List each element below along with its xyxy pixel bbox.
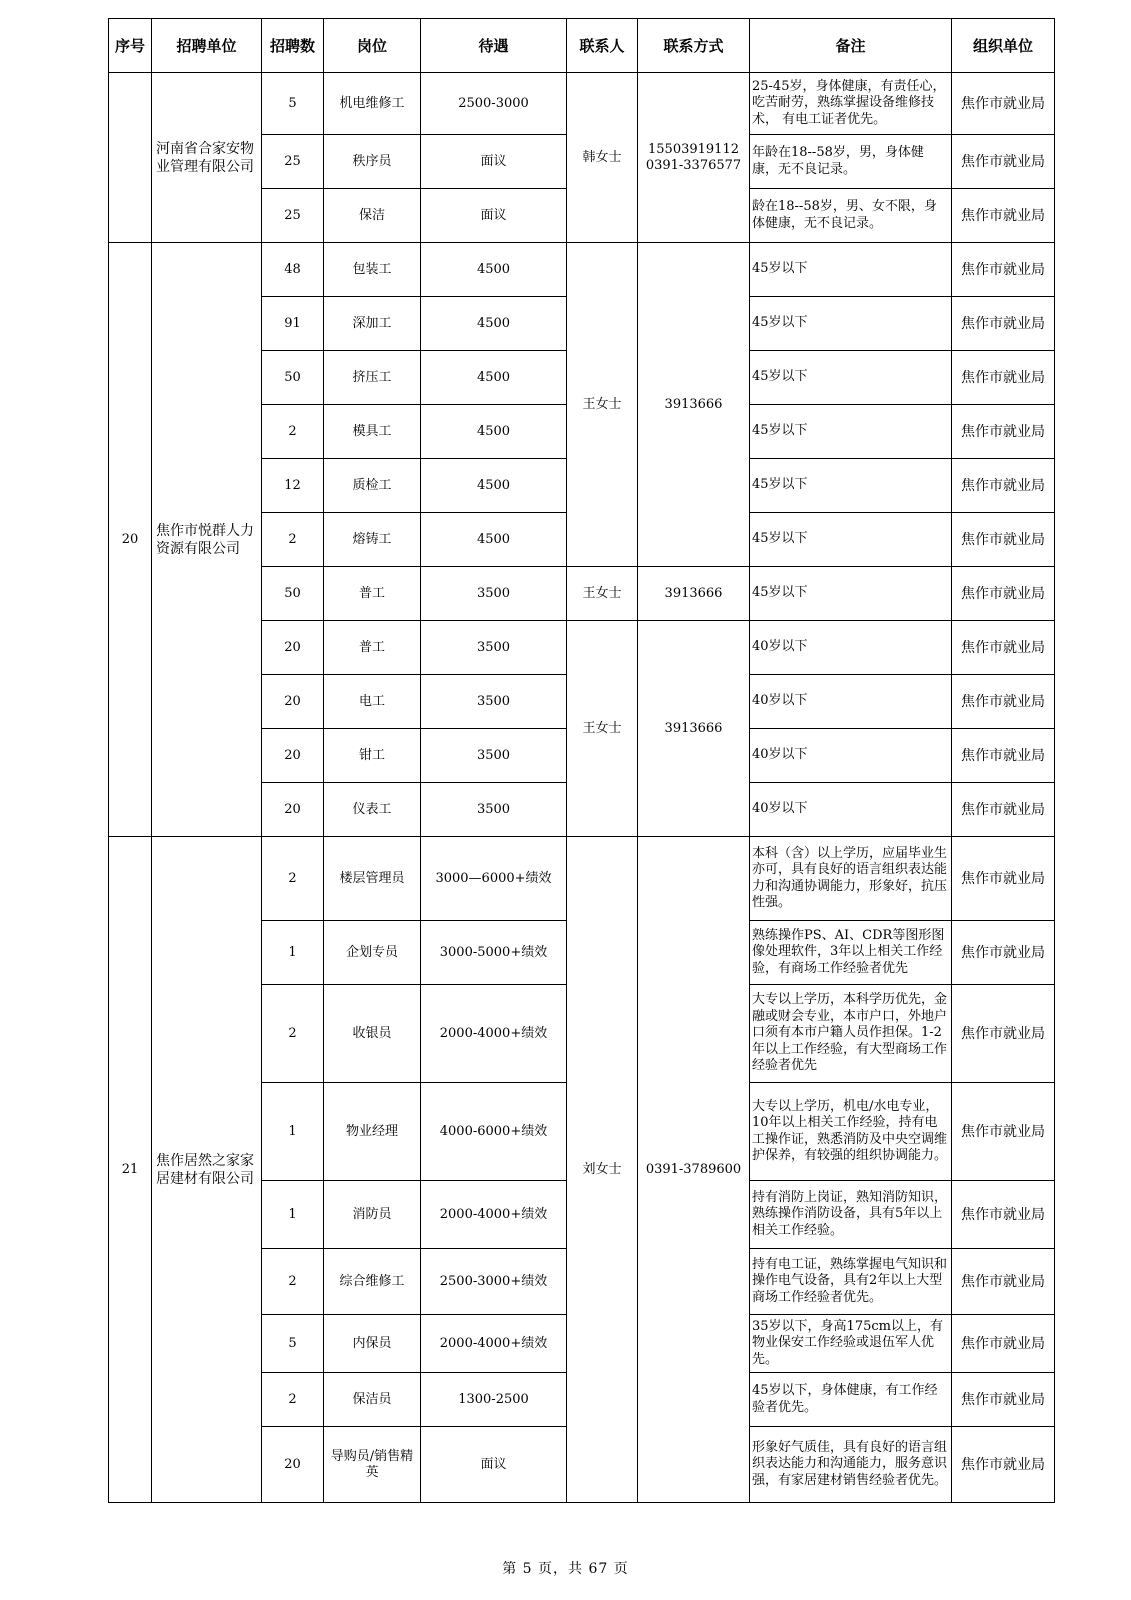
count-cell: 2 — [262, 513, 324, 567]
note-cell: 大专以上学历，本科学历优先，金融或财会专业，本市户口，外地户口须有本市户籍人员作担保。1-2年以上工作经验，有大型商场工作经验者优先 — [750, 985, 952, 1083]
header-row — [109, 19, 1055, 73]
position-cell: 电工 — [324, 675, 421, 729]
phone-cell: 3913666 — [638, 621, 750, 837]
salary-cell: 3500 — [421, 783, 567, 837]
org-cell: 焦作市就业局 — [952, 1373, 1055, 1427]
header-seq: 序号 — [109, 19, 152, 73]
company-cell: 河南省合家安物业管理有限公司 — [152, 73, 262, 243]
count-cell: 20 — [262, 621, 324, 675]
salary-cell: 4500 — [421, 351, 567, 405]
note-cell: 形象好气质佳，具有良好的语言组织表达能力和沟通能力，服务意识强，有家居建材销售经验者优先。 — [750, 1427, 952, 1503]
seq-cell: 21 — [109, 837, 152, 1503]
count-cell: 1 — [262, 921, 324, 985]
note-cell: 40岁以下 — [750, 729, 952, 783]
note-cell: 本科（含）以上学历，应届毕业生亦可，具有良好的语言组织表达能力和沟通协调能力，形象好，抗压性强。 — [750, 837, 952, 921]
page-footer: 第 5 页，共 67 页 — [502, 1561, 629, 1577]
org-cell: 焦作市就业局 — [952, 1249, 1055, 1315]
note-cell: 40岁以下 — [750, 783, 952, 837]
count-cell: 2 — [262, 405, 324, 459]
note-cell: 45岁以下 — [750, 405, 952, 459]
position-cell: 熔铸工 — [324, 513, 421, 567]
count-cell: 48 — [262, 243, 324, 297]
position-cell: 收银员 — [324, 985, 421, 1083]
header-phone: 联系方式 — [638, 19, 750, 73]
note-cell: 45岁以下 — [750, 513, 952, 567]
salary-cell: 2000-4000+绩效 — [421, 985, 567, 1083]
salary-cell: 面议 — [421, 135, 567, 189]
org-cell: 焦作市就业局 — [952, 405, 1055, 459]
count-cell: 50 — [262, 567, 324, 621]
count-cell: 1 — [262, 1181, 324, 1249]
note-cell: 龄在18--58岁，男、女不限，身体健康，无不良记录。 — [750, 189, 952, 243]
count-cell: 2 — [262, 985, 324, 1083]
header-contact: 联系人 — [567, 19, 638, 73]
contact-cell: 刘女士 — [567, 837, 638, 1503]
position-cell: 秩序员 — [324, 135, 421, 189]
org-cell: 焦作市就业局 — [952, 675, 1055, 729]
count-cell: 25 — [262, 135, 324, 189]
count-cell: 91 — [262, 297, 324, 351]
org-cell: 焦作市就业局 — [952, 837, 1055, 921]
header-company: 招聘单位 — [152, 19, 262, 73]
salary-cell: 2000-4000+绩效 — [421, 1315, 567, 1373]
org-cell: 焦作市就业局 — [952, 459, 1055, 513]
position-cell: 楼层管理员 — [324, 837, 421, 921]
salary-cell: 面议 — [421, 189, 567, 243]
phone-cell: 3913666 — [638, 243, 750, 567]
salary-cell: 3500 — [421, 621, 567, 675]
position-cell: 保洁员 — [324, 1373, 421, 1427]
seq-cell: 20 — [109, 243, 152, 837]
count-cell: 5 — [262, 73, 324, 135]
note-cell: 25-45岁，身体健康，有责任心，吃苦耐劳，熟练掌握设备维修技术， 有电工证者优先。 — [750, 73, 952, 135]
position-cell: 内保员 — [324, 1315, 421, 1373]
count-cell: 2 — [262, 837, 324, 921]
position-cell: 普工 — [324, 567, 421, 621]
position-cell: 导购员/销售精英 — [324, 1427, 421, 1503]
salary-cell: 4500 — [421, 459, 567, 513]
contact-cell: 王女士 — [567, 621, 638, 837]
org-cell: 焦作市就业局 — [952, 73, 1055, 135]
position-cell: 企划专员 — [324, 921, 421, 985]
salary-cell: 2500-3000 — [421, 73, 567, 135]
table-body — [109, 73, 1055, 1503]
count-cell: 20 — [262, 1427, 324, 1503]
org-cell: 焦作市就业局 — [952, 513, 1055, 567]
salary-cell: 3000-5000+绩效 — [421, 921, 567, 985]
position-cell: 深加工 — [324, 297, 421, 351]
position-cell: 消防员 — [324, 1181, 421, 1249]
position-cell: 保洁 — [324, 189, 421, 243]
org-cell: 焦作市就业局 — [952, 1315, 1055, 1373]
contact-cell: 王女士 — [567, 567, 638, 621]
count-cell: 20 — [262, 729, 324, 783]
count-cell: 20 — [262, 675, 324, 729]
contact-cell: 韩女士 — [567, 73, 638, 243]
org-cell: 焦作市就业局 — [952, 135, 1055, 189]
salary-cell: 3500 — [421, 729, 567, 783]
note-cell: 45岁以下，身体健康，有工作经验者优先。 — [750, 1373, 952, 1427]
salary-cell: 4500 — [421, 297, 567, 351]
company-cell: 焦作市悦群人力资源有限公司 — [152, 243, 262, 837]
note-cell: 熟练操作PS、AI、CDR等图形图像处理软件，3年以上相关工作经验，有商场工作经验者优先 — [750, 921, 952, 985]
count-cell: 5 — [262, 1315, 324, 1373]
org-cell: 焦作市就业局 — [952, 1083, 1055, 1181]
count-cell: 1 — [262, 1083, 324, 1181]
org-cell: 焦作市就业局 — [952, 297, 1055, 351]
note-cell: 年龄在18--58岁，男，身体健康，无不良记录。 — [750, 135, 952, 189]
note-cell: 45岁以下 — [750, 459, 952, 513]
salary-cell: 4500 — [421, 513, 567, 567]
note-cell: 45岁以下 — [750, 243, 952, 297]
position-cell: 综合维修工 — [324, 1249, 421, 1315]
count-cell: 12 — [262, 459, 324, 513]
phone-cell: 0391-3789600 — [638, 837, 750, 1503]
salary-cell: 4500 — [421, 405, 567, 459]
table-row — [109, 837, 1055, 921]
header-count: 招聘数 — [262, 19, 324, 73]
recruitment-table — [108, 18, 1055, 1503]
org-cell: 焦作市就业局 — [952, 567, 1055, 621]
org-cell: 焦作市就业局 — [952, 621, 1055, 675]
salary-cell: 1300-2500 — [421, 1373, 567, 1427]
table-row — [109, 73, 1055, 135]
org-cell: 焦作市就业局 — [952, 729, 1055, 783]
org-cell: 焦作市就业局 — [952, 783, 1055, 837]
position-cell: 质检工 — [324, 459, 421, 513]
note-cell: 持有电工证，熟练掌握电气知识和操作电气设备，具有2年以上大型商场工作经验者优先。 — [750, 1249, 952, 1315]
org-cell: 焦作市就业局 — [952, 1181, 1055, 1249]
salary-cell: 3500 — [421, 675, 567, 729]
note-cell: 持有消防上岗证，熟知消防知识，熟练操作消防设备，具有5年以上相关工作经验。 — [750, 1181, 952, 1249]
table-row — [109, 243, 1055, 297]
org-cell: 焦作市就业局 — [952, 1427, 1055, 1503]
header-position: 岗位 — [324, 19, 421, 73]
note-cell: 45岁以下 — [750, 297, 952, 351]
note-cell: 45岁以下 — [750, 567, 952, 621]
count-cell: 25 — [262, 189, 324, 243]
header-note: 备注 — [750, 19, 952, 73]
position-cell: 挤压工 — [324, 351, 421, 405]
position-cell: 仪表工 — [324, 783, 421, 837]
org-cell: 焦作市就业局 — [952, 921, 1055, 985]
position-cell: 物业经理 — [324, 1083, 421, 1181]
seq-cell — [109, 73, 152, 243]
contact-cell: 王女士 — [567, 243, 638, 567]
salary-cell: 3000—6000+绩效 — [421, 837, 567, 921]
count-cell: 2 — [262, 1249, 324, 1315]
count-cell: 20 — [262, 783, 324, 837]
position-cell: 钳工 — [324, 729, 421, 783]
org-cell: 焦作市就业局 — [952, 351, 1055, 405]
position-cell: 机电维修工 — [324, 73, 421, 135]
org-cell: 焦作市就业局 — [952, 243, 1055, 297]
company-cell: 焦作居然之家家居建材有限公司 — [152, 837, 262, 1503]
note-cell: 40岁以下 — [750, 675, 952, 729]
position-cell: 模具工 — [324, 405, 421, 459]
count-cell: 2 — [262, 1373, 324, 1427]
org-cell: 焦作市就业局 — [952, 189, 1055, 243]
salary-cell: 2000-4000+绩效 — [421, 1181, 567, 1249]
note-cell: 大专以上学历，机电/水电专业，10年以上相关工作经验，持有电工操作证，熟悉消防及中央空调维护保养，有较强的组织协调能力。 — [750, 1083, 952, 1181]
salary-cell: 4500 — [421, 243, 567, 297]
salary-cell: 4000-6000+绩效 — [421, 1083, 567, 1181]
salary-cell: 面议 — [421, 1427, 567, 1503]
salary-cell: 3500 — [421, 567, 567, 621]
note-cell: 40岁以下 — [750, 621, 952, 675]
salary-cell: 2500-3000+绩效 — [421, 1249, 567, 1315]
phone-cell: 3913666 — [638, 567, 750, 621]
org-cell: 焦作市就业局 — [952, 985, 1055, 1083]
note-cell: 45岁以下 — [750, 351, 952, 405]
phone-cell: 15503919112 0391-3376577 — [638, 73, 750, 243]
count-cell: 50 — [262, 351, 324, 405]
position-cell: 普工 — [324, 621, 421, 675]
position-cell: 包装工 — [324, 243, 421, 297]
header-salary: 待遇 — [421, 19, 567, 73]
note-cell: 35岁以下，身高175cm以上，有物业保安工作经验或退伍军人优先。 — [750, 1315, 952, 1373]
header-org: 组织单位 — [952, 19, 1055, 73]
